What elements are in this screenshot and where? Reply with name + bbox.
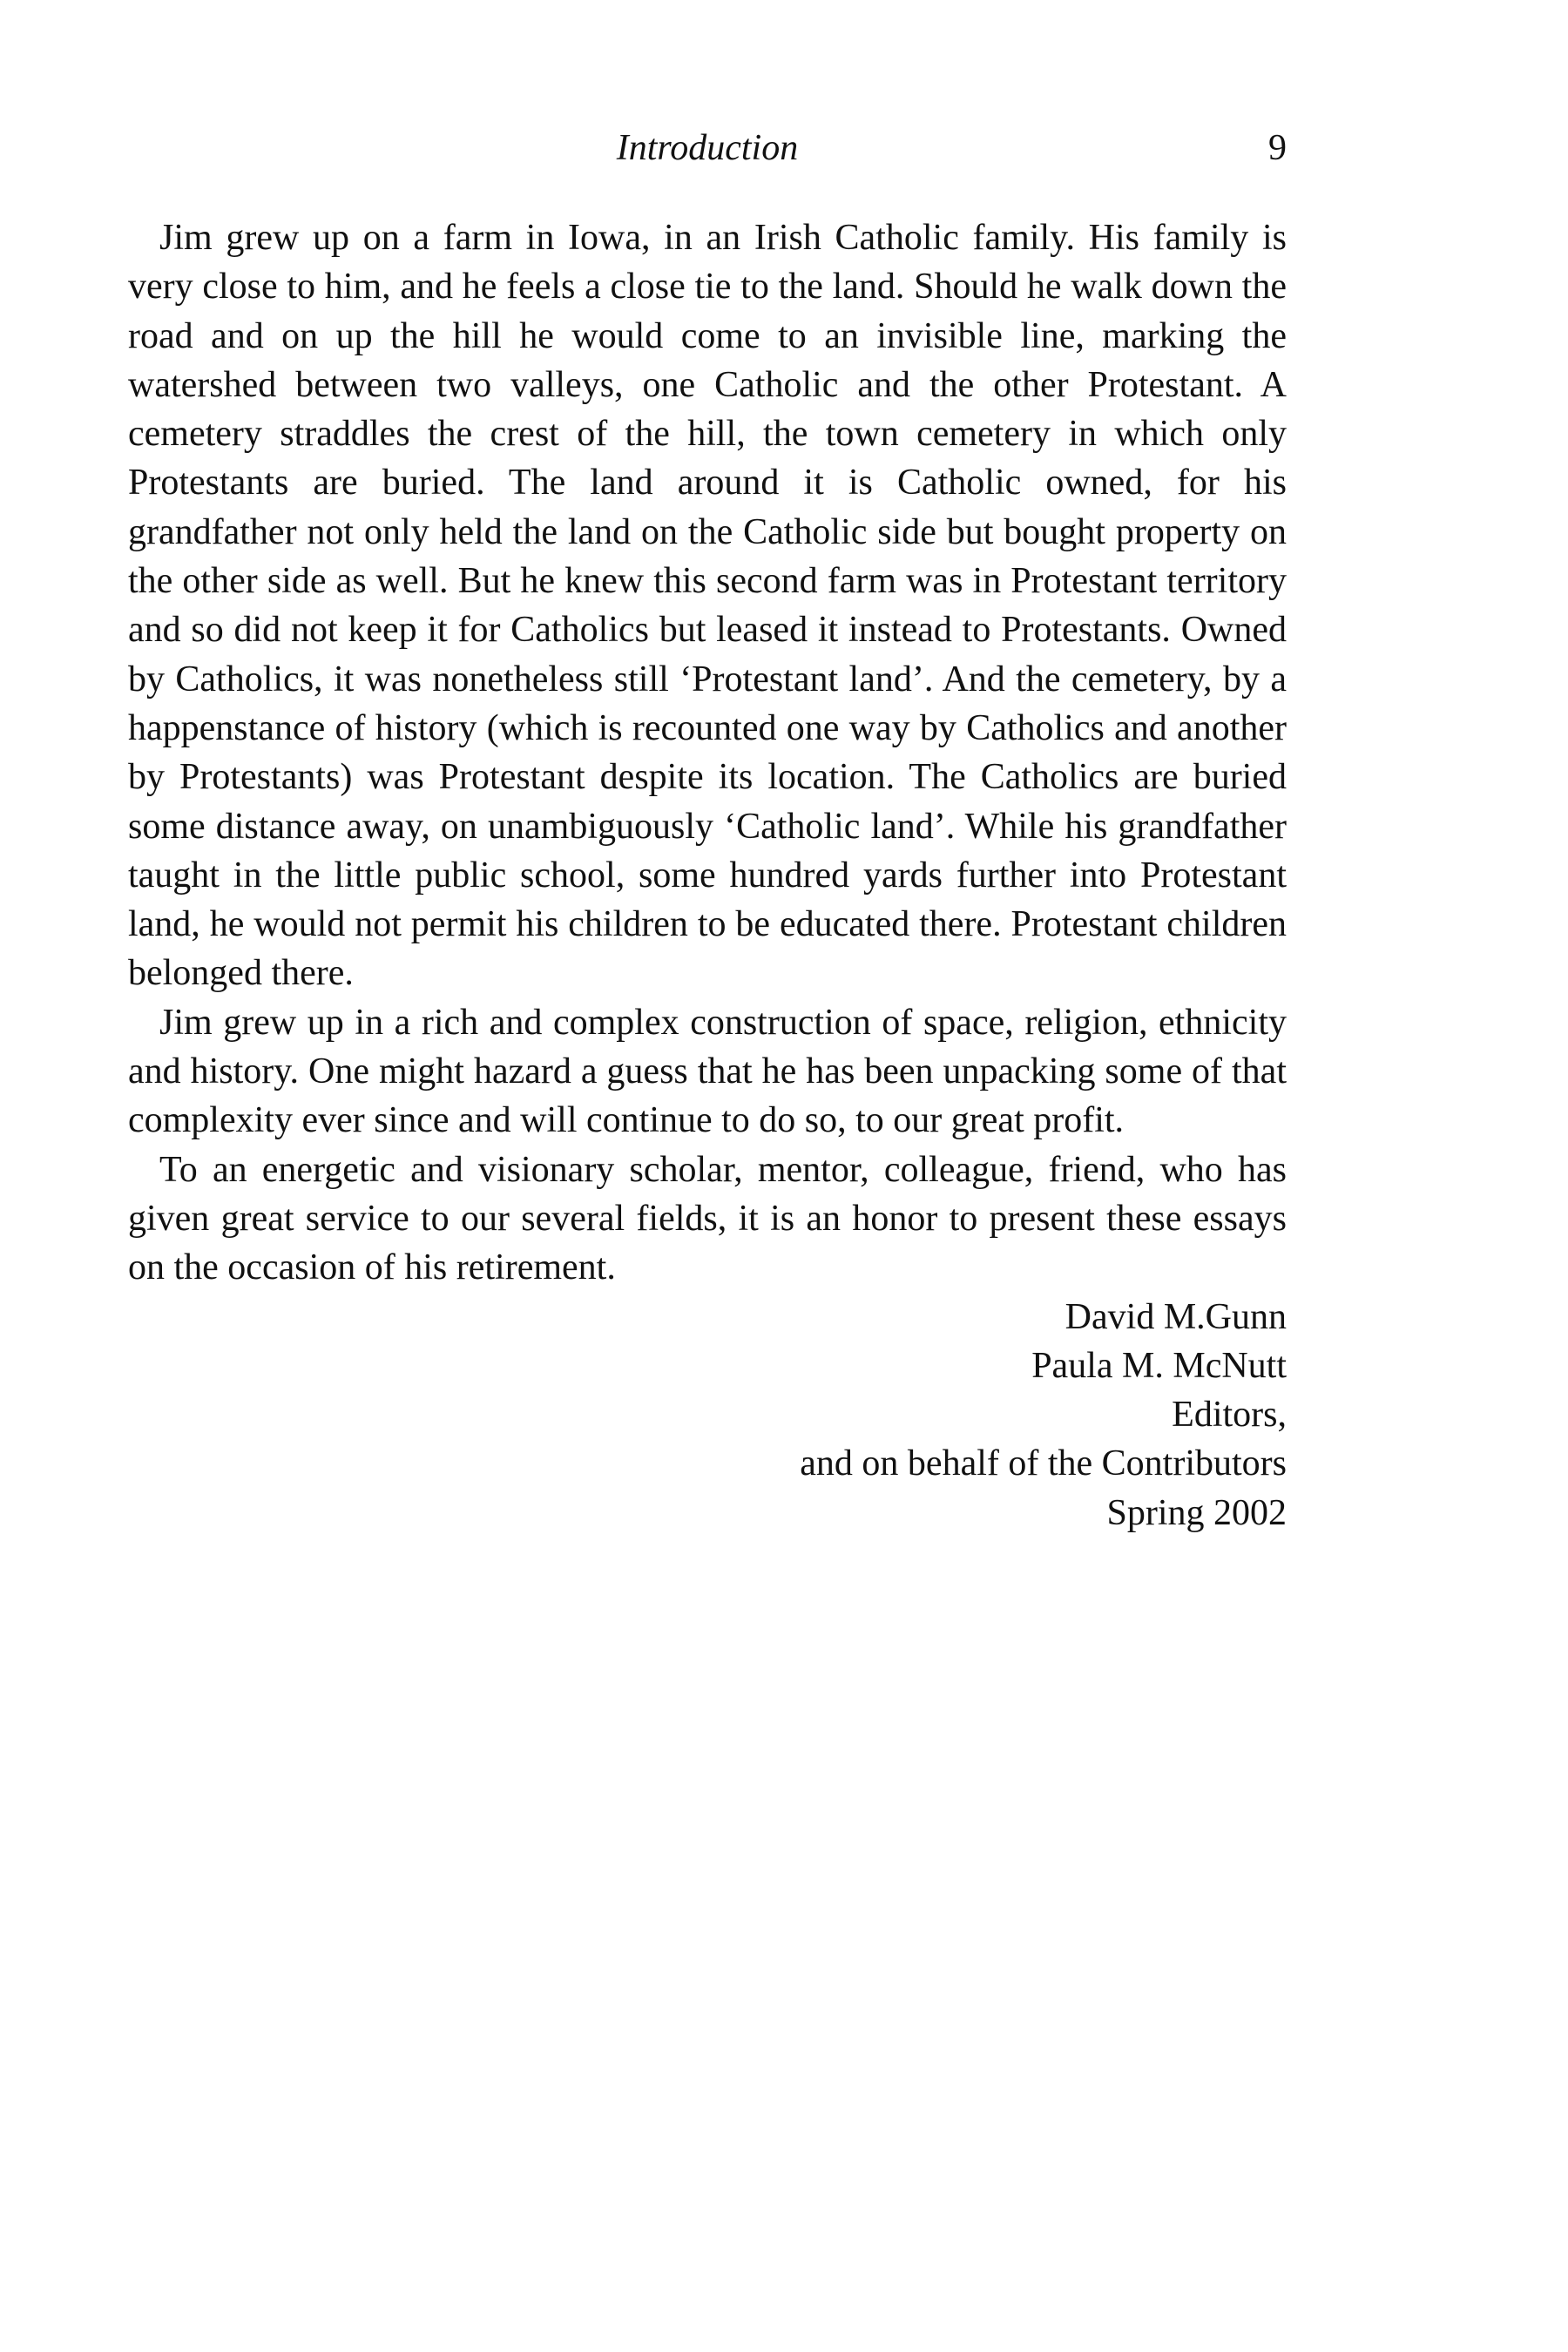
running-title: Introduction [616, 128, 799, 168]
signature-block [128, 1293, 1287, 1538]
paragraph-complex-construction: Jim grew up in a rich and complex construction of space, religion, ethnicity and history. One might hazard a guess that he has been unpacking some of that complexity ever since and will continue to do so, to our great profit. [128, 1002, 1287, 1141]
paragraph-farm-history: Jim grew up on a farm in Iowa, in an Irish Catholic family. His family is very close to him, and he feels a close tie to the land. Should he walk down the road and on up the hill he would come to an invisible line, marking the watershed between two valleys, one Catholic and the other Protestant. A cemetery straddles the crest of the hill, the town cemetery in which only Protestants are buried. The land around it is Catholic owned, for his grandfather not only held the land on the Catholic side but bought property on the other side as well. But he knew this second farm was in Protestant territory and so did not keep it for Catholics but leased it instead to Protestants. Owned by Catholics, it was nonetheless still ‘Protestant land’. And the cemetery, by a happenstance of history (which is recounted one way by Catholics and another by Protestants) was Protestant despite its location. The Catholics are buried some distance away, on unambiguously ‘Catholic land’. While his grandfather taught in the little public school, some hundred yards further into Protestant land, he would not permit his children to be educated there. Protestant children belonged there. [128, 218, 1287, 994]
editor-name-david-gunn: David M.Gunn [1064, 1296, 1287, 1337]
editor-name-paula-mcnutt: Paula M. McNutt [1031, 1345, 1287, 1386]
page-number: 9 [1268, 128, 1287, 168]
running-head [128, 122, 1287, 174]
paragraph-dedication: To an energetic and visionary scholar, mentor, colleague, friend, who has given great service to our several fields, it is an honor to present these essays on the occasion of his retirement. [128, 1149, 1287, 1288]
editor-role: Editors, [1172, 1395, 1287, 1436]
contributors-line: and on behalf of the Contributors [800, 1443, 1287, 1484]
signature-date: Spring 2002 [1106, 1492, 1287, 1533]
body-text [128, 213, 1287, 1538]
